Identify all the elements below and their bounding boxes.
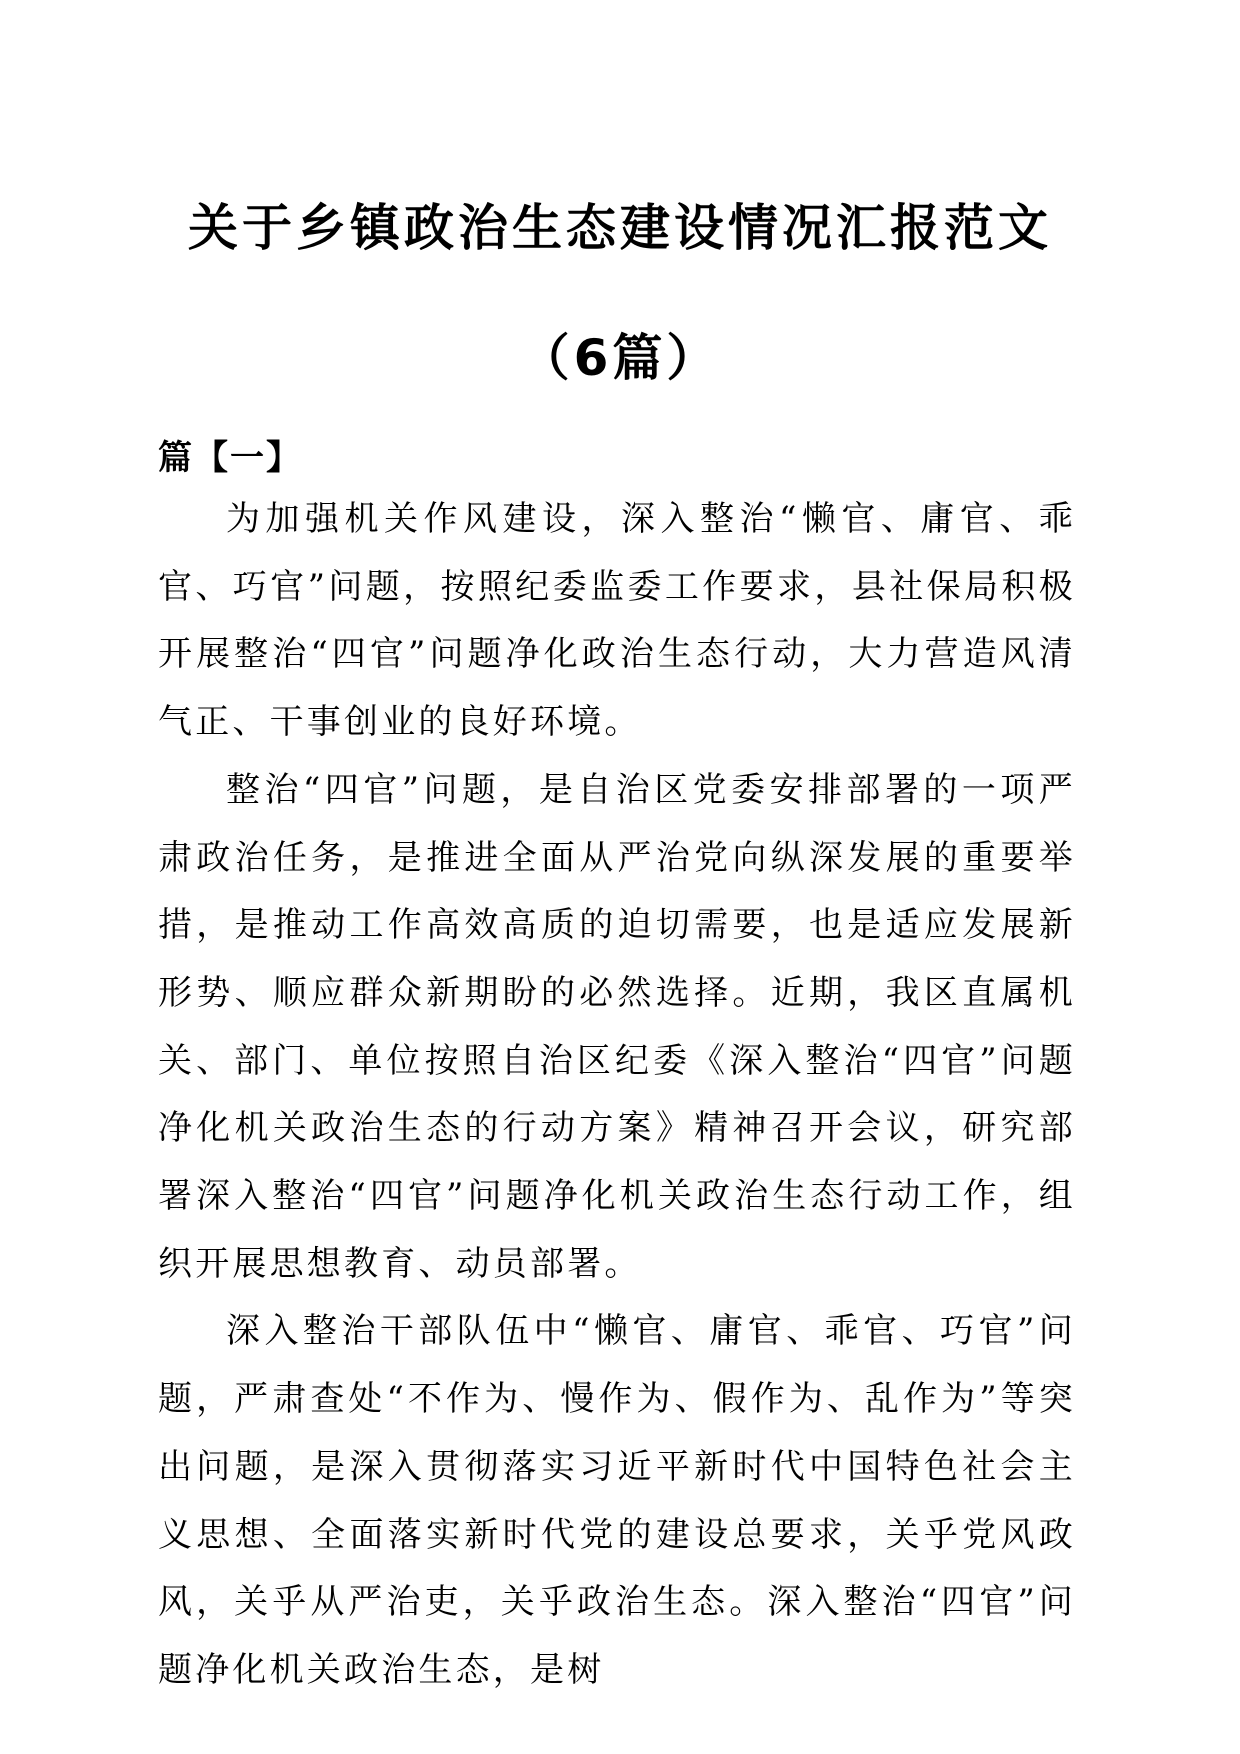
paragraph: 整治“四官”问题，是自治区党委安排部署的一项严肃政治任务，是推进全面从严治党向纵深发展的重要举措，是推动工作高效高质的迫切需要，也是适应发展新形势、顺应群众新期盼的必然选择。近期，我区直属机关、部门、单位按照自治区纪委《深入整治“四官”问题净化机关政治生态的行动方案》精神召开会议，研究部署深入整治“四官”问题净化机关政治生态行动工作，组织开展思想教育、动员部署。	[158, 769, 1076, 1284]
document-body	[158, 486, 1076, 1705]
paragraph: 为加强机关作风建设，深入整治“懒官、庸官、乖官、巧官”问题，按照纪委监委工作要求，县社保局积极开展整治“四官”问题净化政治生态行动，大力营造风清气正、干事创业的良好环境。	[158, 499, 1076, 743]
document-subtitle: （6篇）	[519, 329, 721, 387]
document-title: 关于乡镇政治生态建设情况汇报范文	[188, 199, 1052, 257]
section-heading: 篇【一】	[158, 438, 302, 478]
paragraph: 深入整治干部队伍中“懒官、庸官、乖官、巧官”问题，严肃查处“不作为、慢作为、假作为、乱作为”等突出问题，是深入贯彻落实习近平新时代中国特色社会主义思想、全面落实新时代党的建设总要求，关乎党风政风，关乎从严治吏，关乎政治生态。深入整治“四官”问题净化机关政治生态，是树	[158, 1311, 1076, 1690]
